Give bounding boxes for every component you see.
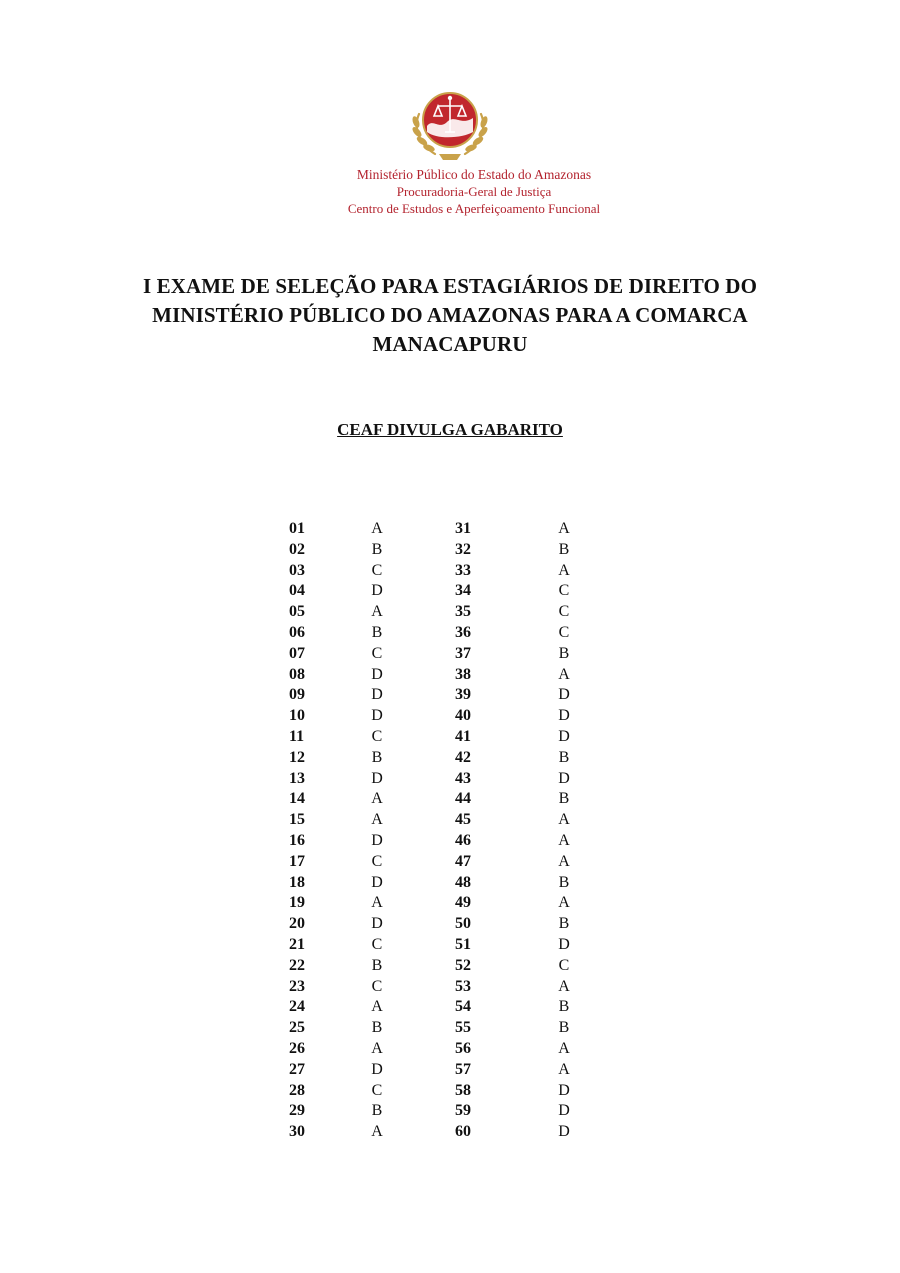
answer-letter: C <box>371 935 383 953</box>
question-number: 02 <box>289 540 305 558</box>
question-number: 13 <box>289 769 305 787</box>
question-number: 21 <box>289 935 305 953</box>
answer-letter: D <box>371 582 383 600</box>
answer-row <box>0 769 900 790</box>
answer-letter: A <box>558 852 570 870</box>
question-number: 09 <box>289 686 305 704</box>
question-number: 15 <box>289 811 305 829</box>
answer-row <box>0 956 900 977</box>
question-number: 04 <box>289 582 305 600</box>
answer-letter: A <box>371 811 383 829</box>
answer-letter: C <box>371 852 383 870</box>
question-number: 48 <box>455 873 471 891</box>
question-number: 10 <box>289 707 305 725</box>
answer-letter: D <box>371 873 383 891</box>
answer-letter: B <box>558 748 570 766</box>
question-number: 12 <box>289 748 305 766</box>
question-number: 55 <box>455 1019 471 1037</box>
answer-row <box>0 789 900 810</box>
question-number: 38 <box>455 665 471 683</box>
question-number: 11 <box>289 727 305 745</box>
institution-seal-icon <box>405 82 495 164</box>
question-number: 30 <box>289 1123 305 1141</box>
question-number: 60 <box>455 1123 471 1141</box>
question-number: 36 <box>455 623 471 641</box>
answer-row <box>0 914 900 935</box>
answer-row <box>0 561 900 582</box>
answer-row <box>0 727 900 748</box>
question-number: 26 <box>289 1039 305 1057</box>
answer-letter: B <box>558 873 570 891</box>
answer-row <box>0 852 900 873</box>
answer-row <box>0 1060 900 1081</box>
answer-letter: A <box>371 603 383 621</box>
title-line-1: I EXAME DE SELEÇÃO PARA ESTAGIÁRIOS DE DIREITO DO <box>142 274 758 298</box>
answer-letter: A <box>558 977 570 995</box>
question-number: 41 <box>455 727 471 745</box>
question-number: 31 <box>455 520 471 537</box>
answer-row <box>0 685 900 706</box>
answer-row <box>0 706 900 727</box>
answer-letter: D <box>371 665 383 683</box>
answer-row <box>0 1081 900 1102</box>
answer-letter: D <box>371 769 383 787</box>
question-number: 33 <box>455 561 471 579</box>
question-number: 18 <box>289 873 305 891</box>
answer-letter: A <box>558 1060 570 1078</box>
question-number: 54 <box>455 998 471 1016</box>
answer-letter: C <box>558 623 570 641</box>
answer-letter: D <box>371 915 383 933</box>
answer-letter: C <box>558 582 570 600</box>
answer-letter: A <box>558 1039 570 1057</box>
answer-row <box>0 519 900 540</box>
answer-letter: C <box>371 727 383 745</box>
answer-row <box>0 1018 900 1039</box>
answer-letter: C <box>371 977 383 995</box>
answer-letter: D <box>371 707 383 725</box>
question-number: 03 <box>289 561 305 579</box>
question-number: 47 <box>455 852 471 870</box>
answer-letter: D <box>371 831 383 849</box>
answer-row <box>0 1101 900 1122</box>
answer-row <box>0 997 900 1018</box>
answer-letter: C <box>371 561 383 579</box>
question-number: 58 <box>455 1081 471 1099</box>
question-number: 19 <box>289 894 305 912</box>
answer-row <box>0 623 900 644</box>
answer-letter: B <box>558 790 570 808</box>
answer-letter: B <box>558 644 570 662</box>
answer-row <box>0 831 900 852</box>
answer-letter: A <box>558 894 570 912</box>
org-name: Ministério Público do Estado do Amazonas <box>356 167 592 182</box>
answer-row <box>0 581 900 602</box>
question-number: 40 <box>455 707 471 725</box>
answer-letter: A <box>371 790 383 808</box>
answer-letter: A <box>558 520 570 537</box>
question-number: 08 <box>289 665 305 683</box>
answer-letter: A <box>371 1123 383 1141</box>
answer-row <box>0 935 900 956</box>
answer-letter: B <box>371 956 383 974</box>
answer-letter: D <box>558 1081 570 1099</box>
question-number: 27 <box>289 1060 305 1078</box>
answer-row <box>0 644 900 665</box>
question-number: 05 <box>289 603 305 621</box>
answer-row <box>0 977 900 998</box>
question-number: 01 <box>289 520 305 537</box>
question-number: 53 <box>455 977 471 995</box>
answer-row <box>0 810 900 831</box>
org-center: Centro de Estudos e Aperfeiçoamento Funcional <box>347 201 601 216</box>
answer-letter: D <box>371 686 383 704</box>
answer-row <box>0 748 900 769</box>
answer-letter: D <box>558 707 570 725</box>
answer-letter: A <box>371 998 383 1016</box>
org-unit: Procuradoria-Geral de Justiça <box>396 184 552 199</box>
answer-letter: D <box>558 769 570 787</box>
answer-row <box>0 540 900 561</box>
question-number: 59 <box>455 1102 471 1120</box>
question-number: 35 <box>455 603 471 621</box>
question-number: 07 <box>289 644 305 662</box>
answer-letter: C <box>371 644 383 662</box>
question-number: 23 <box>289 977 305 995</box>
question-number: 06 <box>289 623 305 641</box>
answer-letter: D <box>558 686 570 704</box>
answer-key-table <box>0 519 900 1143</box>
question-number: 43 <box>455 769 471 787</box>
answer-letter: C <box>371 1081 383 1099</box>
question-number: 46 <box>455 831 471 849</box>
question-number: 32 <box>455 540 471 558</box>
answer-letter: D <box>371 1060 383 1078</box>
answer-letter: B <box>371 623 383 641</box>
title-line-3: MANACAPURU <box>372 332 528 356</box>
question-number: 34 <box>455 582 471 600</box>
question-number: 56 <box>455 1039 471 1057</box>
answer-letter: D <box>558 727 570 745</box>
answer-letter: B <box>558 998 570 1016</box>
question-number: 44 <box>455 790 471 808</box>
question-number: 17 <box>289 852 305 870</box>
question-number: 24 <box>289 998 305 1016</box>
answer-letter: D <box>558 935 570 953</box>
question-number: 22 <box>289 956 305 974</box>
question-number: 42 <box>455 748 471 766</box>
question-number: 37 <box>455 644 471 662</box>
answer-row <box>0 665 900 686</box>
question-number: 16 <box>289 831 305 849</box>
answer-row <box>0 602 900 623</box>
document-subtitle: CEAF DIVULGA GABARITO <box>337 420 563 439</box>
answer-letter: B <box>371 540 383 558</box>
letterhead <box>0 82 900 217</box>
answer-row <box>0 873 900 894</box>
answer-letter: B <box>558 915 570 933</box>
question-number: 29 <box>289 1102 305 1120</box>
answer-letter: A <box>558 665 570 683</box>
question-number: 28 <box>289 1081 305 1099</box>
question-number: 50 <box>455 915 471 933</box>
question-number: 57 <box>455 1060 471 1078</box>
answer-letter: D <box>558 1102 570 1120</box>
answer-letter: A <box>558 811 570 829</box>
question-number: 20 <box>289 915 305 933</box>
question-number: 14 <box>289 790 305 808</box>
answer-row <box>0 1122 900 1143</box>
title-line-2: MINISTÉRIO PÚBLICO DO AMAZONAS PARA A COMARCA <box>152 303 748 327</box>
answer-letter: D <box>558 1123 570 1141</box>
answer-letter: B <box>558 1019 570 1037</box>
question-number: 49 <box>455 894 471 912</box>
answer-letter: A <box>558 561 570 579</box>
answer-letter: B <box>371 748 383 766</box>
answer-letter: A <box>371 1039 383 1057</box>
answer-row <box>0 893 900 914</box>
question-number: 51 <box>455 935 471 953</box>
answer-letter: B <box>558 540 570 558</box>
question-number: 45 <box>455 811 471 829</box>
answer-letter: C <box>558 956 570 974</box>
answer-letter: A <box>371 894 383 912</box>
question-number: 52 <box>455 956 471 974</box>
answer-letter: B <box>371 1102 383 1120</box>
answer-letter: A <box>371 520 383 537</box>
answer-row <box>0 1039 900 1060</box>
document-title <box>100 272 800 359</box>
answer-letter: A <box>558 831 570 849</box>
question-number: 25 <box>289 1019 305 1037</box>
answer-letter: C <box>558 603 570 621</box>
question-number: 39 <box>455 686 471 704</box>
answer-letter: B <box>371 1019 383 1037</box>
